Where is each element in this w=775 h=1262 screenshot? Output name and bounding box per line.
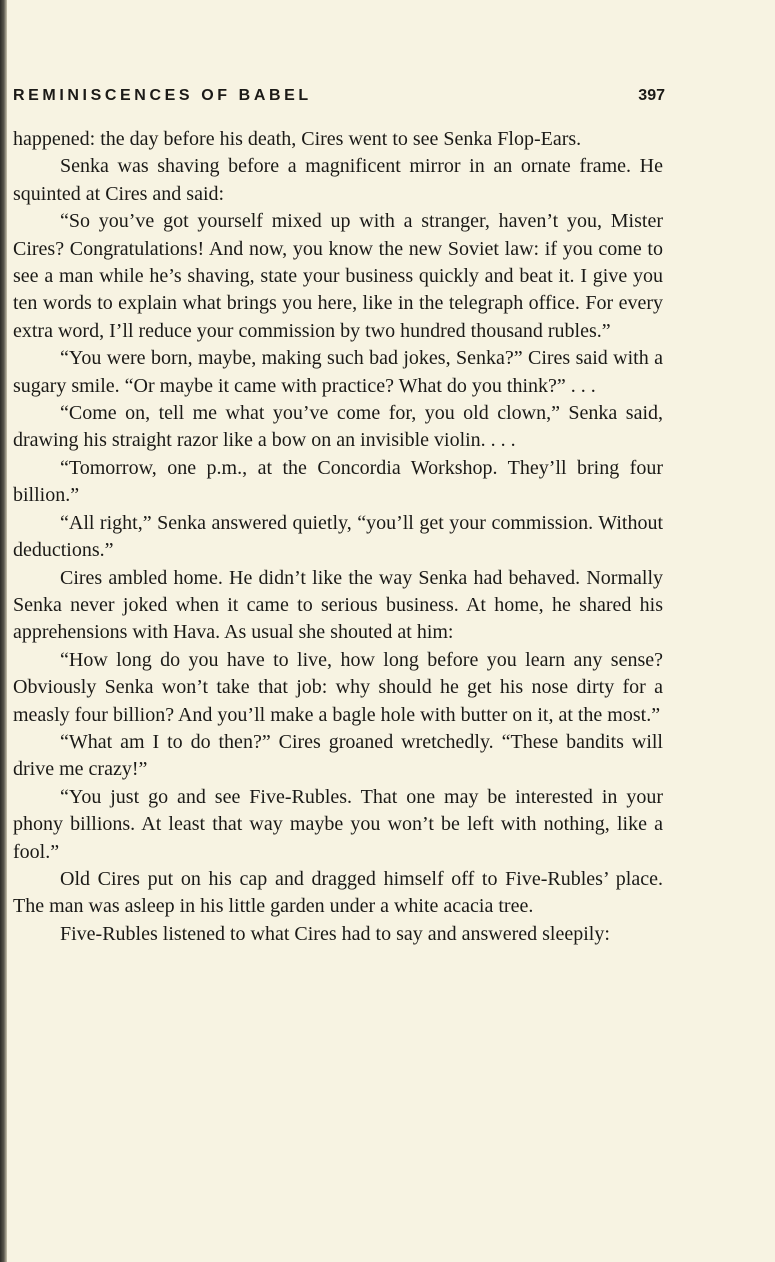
paragraph: Five-Rubles listened to what Cires had to say and answered sleepily: <box>60 922 610 945</box>
paragraph: “All right,” Senka answered quietly, “you’ll get your commission. Without deductions.” <box>13 511 663 562</box>
page-header <box>13 84 665 108</box>
paragraph: Old Cires put on his cap and dragged himself off to Five-Rubles’ place. The man was asleep in his little garden under a white acacia tree. <box>13 867 663 918</box>
paragraph: “What am I to do then?” Cires groaned wretchedly. “These bandits will drive me crazy!” <box>13 730 663 781</box>
paragraph: “You were born, maybe, making such bad jokes, Senka?” Cires said with a sugary smile. “Or maybe it came with practice? What do you think?” . . . <box>13 347 663 397</box>
paragraph: “How long do you have to live, how long before you learn any sense? Obviously Senka won’t take that job: why should he get his nose dirty for a measly four billion? And you’ll make a bagle hole with butter on it, at the most.” <box>13 648 663 726</box>
paragraph: “Tomorrow, one p.m., at the Concordia Workshop. They’ll bring four billion.” <box>13 456 663 507</box>
paragraph: Senka was shaving before a magnificent mirror in an ornate frame. He squinted at Cires and said: <box>13 155 663 205</box>
paragraph: “You just go and see Five-Rubles. That one may be interested in your phony billions. At least that way maybe you won’t be left with nothing, like a fool.” <box>13 785 663 863</box>
body-text <box>13 126 663 948</box>
running-head: REMINISCENCES OF BABEL <box>13 87 312 104</box>
paragraph: “So you’ve got yourself mixed up with a stranger, haven’t you, Mister Cires? Congratulations! And now, you know the new Soviet law: if you come to see a man while he’s shaving, state your business quickly and beat it. I give you ten words to explain what brings you here, like in the telegraph office. For every extra word, I’ll reduce your commission by two hundred thousand rubles.” <box>13 210 663 342</box>
paragraph: “Come on, tell me what you’ve come for, you old clown,” Senka said, drawing his straight razor like a bow on an invisible violin. . . . <box>13 402 663 452</box>
paragraph: Cires ambled home. He didn’t like the way Senka had behaved. Normally Senka never joked when it came to serious business. At home, he shared his apprehensions with Hava. As usual she shouted at him: <box>13 566 663 644</box>
page-number: 397 <box>638 87 665 104</box>
paragraph: happened: the day before his death, Cires went to see Senka Flop-Ears. <box>13 128 582 150</box>
